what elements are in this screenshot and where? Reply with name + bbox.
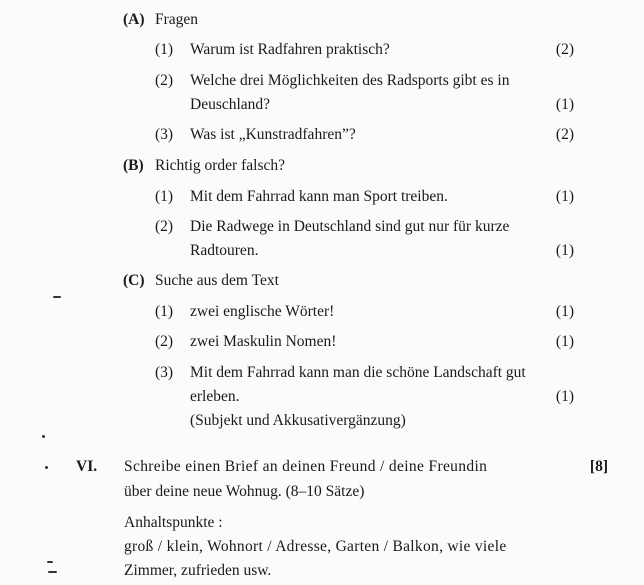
question-text: Mit dem Fahrrad kann man Sport treiben. [190,188,448,205]
section-c-title: Suche aus dem Text [155,272,279,289]
question-number: (2) [155,72,174,89]
marks-label: (1) [555,96,574,113]
marks-label: (1) [555,333,574,350]
section-b-label: (B) [123,157,144,174]
scan-speck [45,466,48,469]
marks-label: [8] [589,458,608,475]
scan-speck [42,435,45,438]
section-a-label: (A) [123,11,145,28]
question-number: (1) [155,188,174,205]
question-text: Radtouren. [190,242,259,259]
question-text: zwei englische Wörter! [190,303,335,320]
hints-text: groß / klein, Wohnort / Adresse, Garten / Balkon, wie viele [124,538,507,555]
hints-heading: Anhaltspunkte : [124,514,223,531]
section-vi-label: VI. [76,458,98,475]
marks-label: (1) [555,188,574,205]
question-number: (3) [155,126,174,143]
marks-label: (1) [555,303,574,320]
question-text: Welche drei Möglichkeiten des Radsports gibt es in [190,72,510,89]
question-text: Deuschland? [190,96,271,113]
section-b-title: Richtig order falsch? [155,157,285,174]
question-note: (Subjekt und Akkusativergänzung) [190,412,406,429]
question-text: Warum ist Radfahren praktisch? [190,41,390,58]
task-text: über deine neue Wohnug. (8–10 Sätze) [124,483,365,500]
question-text: Was ist „Kunstradfahren”? [190,126,356,143]
hints-text: Zimmer, zufrieden usw. [124,562,272,579]
question-number: (1) [155,303,174,320]
question-number: (1) [155,41,174,58]
marks-label: (1) [555,242,574,259]
scan-speck [47,561,53,563]
marks-label: (2) [555,41,574,58]
question-text: zwei Maskulin Nomen! [190,333,337,350]
section-c-label: (C) [123,272,145,289]
question-number: (2) [155,218,174,235]
scan-speck [53,296,61,298]
scan-speck [48,571,57,573]
marks-label: (1) [555,388,574,405]
marks-label: (2) [555,126,574,143]
section-a-title: Fragen [155,11,199,28]
question-number: (3) [155,364,174,381]
question-text: Mit dem Fahrrad kann man die schöne Landschaft gut [190,364,526,381]
task-text: Schreibe einen Brief an deinen Freund / deine Freundin [124,458,488,475]
question-text: Die Radwege in Deutschland sind gut nur für kurze [190,218,510,235]
question-text: erleben. [190,388,240,405]
question-number: (2) [155,333,174,350]
